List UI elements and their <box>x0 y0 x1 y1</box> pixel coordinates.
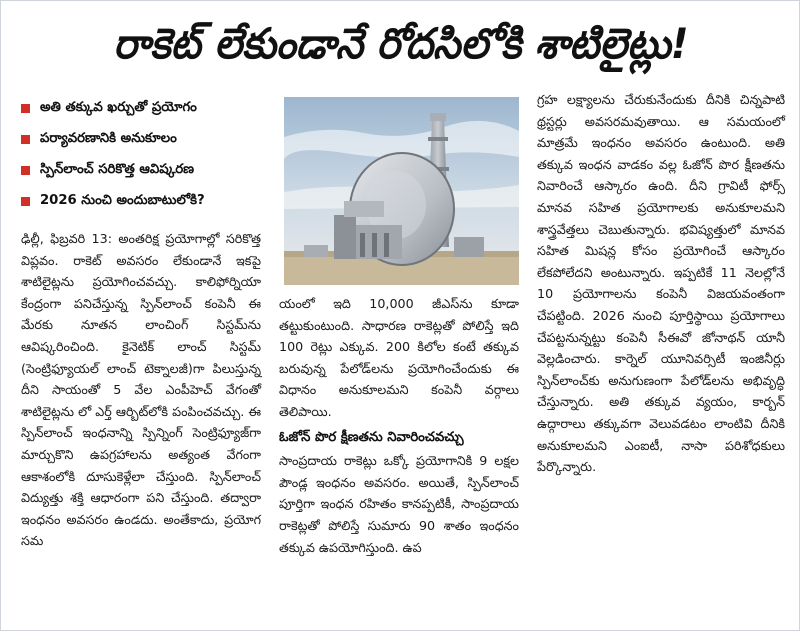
highlights-list <box>21 93 271 217</box>
headline: రాకెట్ లేకుండానే రోదసిలోకి శాటిలైట్లు! <box>113 19 689 68</box>
article-paragraph: గ్రహ లక్ష్యాలను చేరుకునేందుకు దీనికి చిన్నపాటి థ్రస్టర్లు అవసరమవుతాయి. ఆ సమయంలో మాత్రమే ఇంధనం అవసరం ఉంటుంది. అతి తక్కువ ఇంధన వాడకం వల్ల ఓజోన్ పొర క్షీణతను నివారించే ఆస్కారం ఉంది. దీని గ్రావిటీ ఫోర్స్ మానవ సహిత ప్రయోగాలకు అనుకూలమని శాస్త్రవేత్తలు చెబుతున్నారు. భవిష్యత్తులో మానవ సహిత మిషన్ల కోసం ప్రయోగించే ఆస్కారం లేకపోలేదని అంటున్నారు. ఇప్పటికే 11 నెలల్లోనే 10 ప్రయోగాలను కంపెనీ విజయవంతంగా చేపట్టింది. 2026 నుంచి పూర్తిస్థాయి ప్రయోగాలు చేపట్టనున్నట్టు కంపెనీ సీఈవో జోనాథన్ యానీ వెల్లడించారు. కార్నెల్ యూనివర్సిటీ ఇంజినీర్లు స్పిన్‌లాంచ్‌కు అనుగుణంగా పేలోడ్‌లను అభివృద్ధి చేస్తున్నారు. అతి తక్కువ వ్యయం, కార్బన్ ఉద్గారాలు తక్కువగా వెలువడటం లాంటివి దీనికి అనుకూలమని ఎంఐటీ, నాసా పరిశోధకులు పేర్కొన్నారు. <box>537 92 785 475</box>
red-square-bullet-icon <box>21 135 30 144</box>
spinlaunch-photo <box>284 97 519 285</box>
article-subheading: ఓజోన్ పొర క్షీణతను నివారించవచ్చు <box>279 429 464 445</box>
red-square-bullet-icon <box>21 166 30 175</box>
article-column-left <box>21 228 261 552</box>
article-column-right <box>537 89 785 478</box>
red-square-bullet-icon <box>21 197 30 206</box>
highlight-item <box>21 186 271 217</box>
highlight-text: స్పిన్‌లాంచ్ సరికొత్త ఆవిష్కరణ <box>40 161 195 177</box>
highlight-item <box>21 124 271 155</box>
spinlaunch-launcher-illustration <box>284 97 519 285</box>
article-column-middle <box>279 293 519 558</box>
red-square-bullet-icon <box>21 104 30 113</box>
article-paragraph: సాంప్రదాయ రాకెట్లు ఒక్కో ప్రయోగానికి 9 లక్షల పౌండ్ల ఇంధనం అవసరం. అయితే, స్పిన్‌లాంచ్ పూర్తిగా ఇంధన రహితం కానప్పటికీ, సాంప్రదాయ రాకెట్లతో పోలిస్తే సుమారు 90 శాతం ఇంధనం తక్కువ ఉపయోగిస్తుంది. ఉప <box>279 453 519 555</box>
highlight-item <box>21 93 271 124</box>
highlight-item <box>21 155 271 186</box>
article-paragraph: యంలో ఇది 10,000 జీఎస్‌ను కూడా తట్టుకుంటుంది. సాధారణ రాకెట్లతో పోలిస్తే ఇది 100 రెట్లు ఎక్కువ. 200 కిలోల కంటే తక్కువ బరువున్న పేలోడ్‌లను ప్రయోగించేందుకు ఈ విధానం అనుకూలమని కంపెనీ వర్గాలు తెలిపాయి. <box>279 296 519 419</box>
article-paragraph: ఢిల్లీ, ఫిబ్రవరి 13: అంతరిక్ష ప్రయోగాల్లో సరికొత్త విప్లవం. రాకెట్ అవసరం లేకుండానే ఇకపై శాటిలైట్లను ప్రయోగించవచ్చు. కాలిఫోర్నియా కేంద్రంగా పనిచేస్తున్న స్పిన్‌లాంచ్ కంపెనీ ఈ మేరకు నూతన లాంచింగ్ సిస్టమ్‌ను ఆవిష్కరించింది. కైనెటిక్ లాంచ్ సిస్టమ్ (సెంట్రిఫ్యూయల్ లాంచ్ టెక్నాలజీ)గా పిలుస్తున్న దీని సాయంతో 5 వేల ఎంపీహెచ్ వేగంతో శాటిలైట్లను లో ఎర్త్ ఆర్బిట్‌లోకి పంపించవచ్చు. ఈ స్పిన్‌లాంచ్ ఇంధనాన్ని స్పిన్నింగ్ సెంట్రిఫ్యూజ్‌గా మార్చుకొని ఉపగ్రహాలను అత్యంత వేగంగా ఆకాశంలోకి దూసుకెళ్లేలా చేస్తుంది. స్పిన్‌లాంచ్ విద్యుత్తు శక్తి ఆధారంగా పని చేస్తుంది. తద్వారా ఇంధనం అవసరం ఉండదు. అంతేకాదు, ప్రయోగ సమ <box>21 231 261 549</box>
highlight-text: పర్యావరణానికి అనుకూలం <box>40 130 177 146</box>
highlight-text: అతి తక్కువ ఖర్చుతో ప్రయోగం <box>40 99 197 115</box>
highlight-text: 2026 నుంచి అందుబాటులోకి? <box>40 192 205 208</box>
